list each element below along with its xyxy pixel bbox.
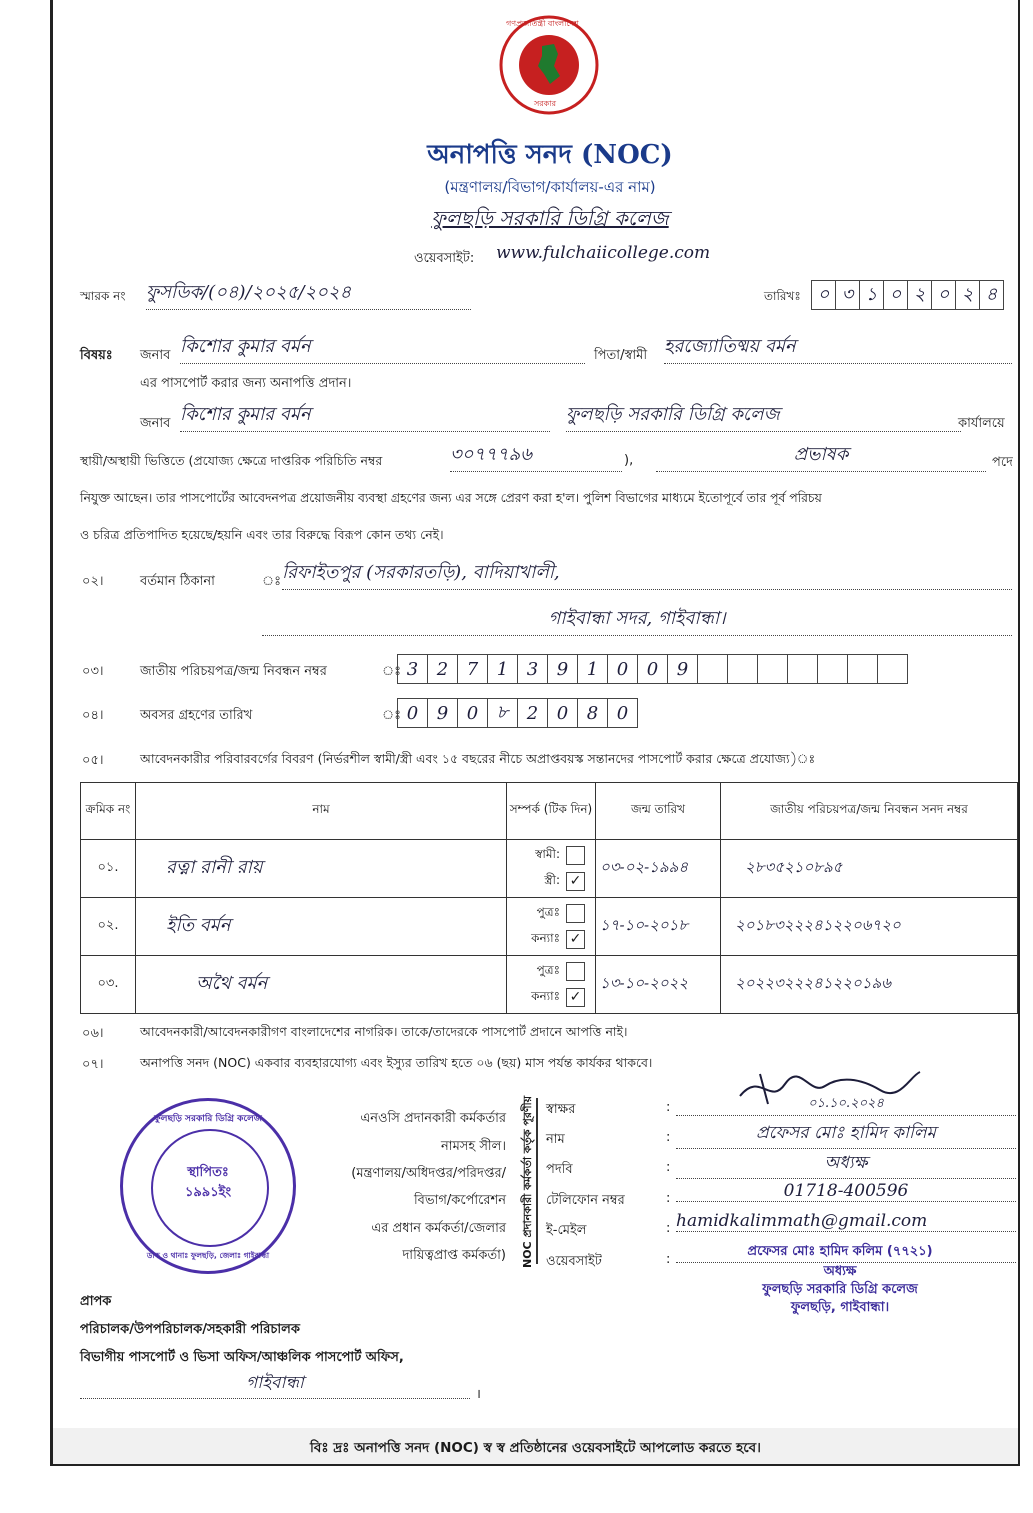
- website-label: ওয়েবসাইট:: [414, 251, 475, 266]
- relation-b-checkbox[interactable]: ✓: [566, 872, 585, 891]
- relation-a-checkbox[interactable]: [566, 846, 585, 865]
- applicant-name: কিশোর কুমার বর্মন: [180, 332, 585, 364]
- col-reg: জাতীয় পরিচয়পত্র/জন্ম নিবন্ধন সনদ নম্বর: [721, 783, 1018, 840]
- row-name: অথৈ বর্মন: [136, 956, 507, 1014]
- recipient-end: ।: [476, 1387, 481, 1402]
- date-digit: ৪: [979, 280, 1004, 310]
- field-name-label: নাম: [546, 1132, 565, 1147]
- row-serial: ০১.: [81, 840, 136, 898]
- retire-box: 2: [517, 698, 548, 728]
- row-reg: ২৮৩৫২১০৮৯৫: [721, 840, 1018, 898]
- seal-ring-text: ফুলছড়ি সরকারি ডিগ্রি কলেজ: [154, 1114, 262, 1124]
- row-reg: ২০১৮৩২২২৪১২২০৬৭২০: [721, 898, 1018, 956]
- date-digit: ০: [931, 280, 956, 310]
- row-relation: [507, 898, 596, 956]
- nid-box: [727, 654, 758, 684]
- government-emblem: [498, 14, 600, 116]
- officer-line-4: বিভাগ/কর্পোরেশন: [413, 1193, 506, 1208]
- date-label: তারিখঃ: [764, 289, 801, 303]
- relation-b-label: কন্যাঃ: [531, 930, 560, 945]
- colon: :: [666, 1130, 671, 1145]
- seal-center-label: স্থাপিতঃ: [187, 1165, 229, 1180]
- body-name: কিশোর কুমার বর্মন: [180, 400, 550, 432]
- recipient-label: প্রাপক: [80, 1294, 112, 1309]
- address-label: বর্তমান ঠিকানা: [140, 574, 215, 589]
- recipient-line1: পরিচালক/উপপরিচালক/সহকারী পরিচালক: [80, 1322, 300, 1337]
- retire-label: অবসর গ্রহণের তারিখ: [140, 708, 253, 723]
- paren-close: ),: [624, 453, 634, 468]
- date-boxes: [812, 280, 1004, 310]
- post-suffix: পদে: [992, 455, 1013, 470]
- address-line2: গাইবান্ধা সদর, গাইবান্ধা।: [262, 604, 1012, 636]
- page-title: অনাপত্তি সনদ (NOC): [427, 140, 673, 170]
- stamp-line-3: ফুলছড়ি সরকারি ডিগ্রি কলেজ: [762, 1282, 918, 1297]
- nid-box: 7: [457, 654, 488, 684]
- official-id: ৩০৭৭৭৯৬: [450, 440, 622, 472]
- family-label: আবেদনকারীর পরিবারবর্গের বিবরণ (নির্ভরশীল স্বামী/স্ত্রী এবং ১৫ বছরের নীচে অপ্রাপ্তবয়স্ক সন্তানদের পাসপোর্ট করার ক্ষেত্রে প্রযোজ্য)ঃ: [140, 751, 816, 766]
- col-serial: ক্রমিক নং: [81, 783, 136, 840]
- date-digit: ১: [859, 280, 884, 310]
- date-digit: ২: [955, 280, 980, 310]
- row-relation: [507, 956, 596, 1014]
- sign-date: ০১.১০.২০২৪: [676, 1094, 1016, 1116]
- nid-box: 0: [607, 654, 638, 684]
- officer-line-6: দায়িত্বপ্রাপ্ত কর্মকর্তা): [402, 1248, 506, 1263]
- table-row: [81, 840, 1018, 898]
- colon: :: [666, 1100, 671, 1115]
- nid-box: [697, 654, 728, 684]
- nid-box: [847, 654, 878, 684]
- relation-b-checkbox[interactable]: ✓: [566, 930, 585, 949]
- row-dob: ১৩-১০-২০২২: [596, 956, 721, 1014]
- nid-box: [787, 654, 818, 684]
- stamp-line-4: ফুলছড়ি, গাইবান্ধা।: [790, 1300, 890, 1315]
- address-line1: রিফাইতপুর (সরকারতড়ি), বাদিয়াখালী,: [282, 558, 1012, 590]
- table-row: [81, 956, 1018, 1014]
- nid-box: [757, 654, 788, 684]
- subject-janab: জনাব: [140, 348, 171, 363]
- colon: :: [666, 1252, 671, 1267]
- relation-b-label: স্ত্রী:: [544, 872, 560, 887]
- date-digit: ০: [883, 280, 908, 310]
- website-value: www.fulchaiicollege.com: [496, 243, 711, 263]
- body-office: ফুলছড়ি সরকারি ডিগ্রি কলেজ: [566, 400, 961, 432]
- retire-box: 9: [427, 698, 458, 728]
- family-table-header: [81, 783, 1018, 840]
- retire-box: 0: [457, 698, 488, 728]
- row-serial: ০২.: [81, 898, 136, 956]
- stamp-line-2: অধ্যক্ষ: [823, 1264, 857, 1279]
- nid-box: 1: [487, 654, 518, 684]
- stamp-line-1: প্রফেসর মোঃ হামিদ কলিম (৭৭২১): [747, 1244, 933, 1259]
- row-name: ইতি বর্মন: [136, 898, 507, 956]
- item-07-text: অনাপত্তি সনদ (NOC) একবার ব্যবহারযোগ্য এবং ইস্যুর তারিখ হতে ০৬ (ছয়) মাস পর্যন্ত কার্যকর থাকবে।: [140, 1055, 653, 1070]
- body-janab: জনাব: [140, 416, 171, 431]
- row-name: রত্না রানী রায়: [136, 840, 507, 898]
- date-digit: ২: [907, 280, 932, 310]
- colon: :: [666, 1221, 671, 1236]
- memo-value: ফুসডিক/(০৪)/২০২৫/২০২৪: [146, 278, 471, 310]
- subject-line2: এর পাসপোর্ট করার জন্য অনাপত্তি প্রদান।: [140, 376, 352, 391]
- nid-box: 0: [637, 654, 668, 684]
- nid-box: 9: [547, 654, 578, 684]
- officer-email: hamidkalimmath@gmail.com: [676, 1211, 1016, 1232]
- officer-bracket: [536, 1098, 538, 1264]
- father-label: পিতা/স্বামী: [594, 348, 648, 363]
- date-digit: ৩: [835, 280, 860, 310]
- item-05-number: ০৫।: [82, 753, 104, 768]
- nid-box: [877, 654, 908, 684]
- date-digit: ০: [811, 280, 836, 310]
- col-name: নাম: [136, 783, 507, 840]
- emblem-bottom-text: সরকার: [534, 99, 557, 108]
- col-dob: জন্ম তারিখ: [596, 783, 721, 840]
- seal-center-year: ১৯৯১ইং: [184, 1185, 232, 1200]
- relation-b-checkbox[interactable]: ✓: [566, 988, 585, 1007]
- subject-label: বিষয়ঃ: [80, 348, 113, 363]
- field-phone-label: টেলিফোন নম্বর: [546, 1193, 625, 1208]
- officer-line-2: নামসহ সীল।: [441, 1139, 506, 1154]
- officer-designation: অধ্যক্ষ: [676, 1150, 1016, 1179]
- post-name: প্রভাষক: [656, 440, 986, 472]
- item-04-number: ০৪।: [82, 708, 104, 723]
- nid-box: 3: [517, 654, 548, 684]
- college-seal: [120, 1098, 296, 1274]
- recipient-line2: বিভাগীয় পাসপোর্ট ও ভিসা অফিস/আঞ্চলিক পাসপোর্ট অফিস,: [80, 1350, 404, 1365]
- officer-phone: 01718-400596: [676, 1181, 1016, 1202]
- officer-line-5: এর প্রধান কর্মকর্তা/জেলার: [371, 1221, 506, 1236]
- body-line3: নিযুক্ত আছেন। তার পাসপোর্টের আবেদনপত্র প্রয়োজনীয় ব্যবস্থা গ্রহণের জন্য এর সঙ্গে প্রেরণ করা হ'ল। পুলিশ বিভাগের মাধ্যমে ইতোপূর্বে তার পূর্ব পরিচয়: [80, 491, 822, 505]
- field-email-label: ই-মেইল: [546, 1223, 587, 1238]
- retire-box: 0: [547, 698, 578, 728]
- item-06-number: ০৬।: [82, 1026, 104, 1041]
- seal-bottom-text: ডাক ও থানাঃ ফুলছড়ি, জেলাঃ গাইবান্ধা: [146, 1251, 270, 1260]
- nid-box: 2: [427, 654, 458, 684]
- nid-label: জাতীয় পরিচয়পত্র/জন্ম নিবন্ধন নম্বর: [140, 664, 327, 679]
- retire-boxes: [398, 698, 638, 728]
- field-website-label: ওয়েবসাইট: [546, 1254, 602, 1269]
- relation-b-label: কন্যাঃ: [531, 988, 560, 1003]
- row-reg: ২০২২৩২২২৪১২২০১৯৬: [721, 956, 1018, 1014]
- father-name: হরজ্যোতিষ্ময় বর্মন: [664, 332, 1012, 364]
- nid-box: 1: [577, 654, 608, 684]
- emblem-top-text: গণপ্রজাতন্ত্রী বাংলাদেশ: [506, 19, 579, 28]
- relation-a-label: স্বামী:: [535, 846, 560, 861]
- recipient-place: গাইবান্ধা: [80, 1370, 470, 1399]
- row-dob: ০৩-০২-১৯৯৪: [596, 840, 721, 898]
- memo-label: স্মারক নং: [80, 289, 126, 303]
- item-02-number: ০২।: [82, 574, 104, 589]
- nid-box: 9: [667, 654, 698, 684]
- footer-note: বিঃ দ্রঃ অনাপত্তি সনদ (NOC) স্ব স্ব প্রতিষ্ঠানের ওয়েবসাইটে আপলোড করতে হবে।: [310, 1440, 761, 1456]
- officer-line-1: এনওসি প্রদানকারী কর্মকর্তার: [360, 1111, 506, 1126]
- item-03-number: ০৩।: [82, 664, 104, 679]
- col-relation: সম্পর্ক (টিক দিন): [507, 783, 596, 840]
- retire-colon: ঃ: [382, 708, 402, 723]
- retire-box: 8: [577, 698, 608, 728]
- office-suffix: কার্যালয়ে: [958, 416, 1005, 431]
- page-subtitle: (মন্ত্রণালয়/বিভাগ/কার্যালয়-এর নাম): [444, 178, 656, 196]
- field-designation-label: পদবি: [546, 1162, 573, 1177]
- relation-a-checkbox[interactable]: [566, 962, 585, 981]
- colon: :: [666, 1160, 671, 1175]
- nid-boxes: [398, 654, 908, 684]
- relation-a-label: পুত্রঃ: [536, 962, 560, 977]
- officer-name: প্রফেসর মোঃ হামিদ কালিম: [676, 1120, 1016, 1149]
- retire-box: 0: [397, 698, 428, 728]
- family-table: [80, 782, 1018, 1014]
- relation-a-label: পুত্রঃ: [536, 904, 560, 919]
- colon: :: [666, 1191, 671, 1206]
- officer-vertical-label: NOC প্রদানকারী কর্মকর্তা কর্তৃক পূরণীয়: [521, 1095, 534, 1268]
- field-signature-label: স্বাক্ষর: [546, 1102, 576, 1117]
- nid-box: [817, 654, 848, 684]
- item-06-text: আবেদনকারী/আবেদনকারীগণ বাংলাদেশের নাগরিক। তাকে/তাদেরকে পাসপোর্ট প্রদানে আপত্তি নাই।: [140, 1024, 628, 1039]
- nid-box: 3: [397, 654, 428, 684]
- body-line4: ও চরিত্র প্রতিপাদিত হয়েছে/হয়নি এবং তার বিরুদ্ধে বিরূপ কোন তথ্য নেই।: [80, 527, 444, 542]
- relation-a-checkbox[interactable]: [566, 904, 585, 923]
- address-colon: ঃ: [262, 574, 282, 589]
- item-07-number: ০৭।: [82, 1057, 104, 1072]
- row-relation: [507, 840, 596, 898]
- office-name: ফুলছড়ি সরকারি ডিগ্রি কলেজ: [431, 206, 669, 230]
- table-row: [81, 898, 1018, 956]
- row-dob: ১৭-১০-২০১৮: [596, 898, 721, 956]
- nid-colon: ঃ: [382, 664, 402, 679]
- permanency-text: স্থায়ী/অস্থায়ী ভিত্তিতে (প্রযোজ্য ক্ষেত্রে দাপ্তরিক পরিচিতি নম্বর: [80, 453, 383, 468]
- retire-box: ৮: [487, 698, 518, 728]
- retire-box: 0: [607, 698, 638, 728]
- officer-line-3: (মন্ত্রণালয়/অধিদপ্তর/পরিদপ্তর/: [351, 1166, 506, 1181]
- row-serial: ০৩.: [81, 956, 136, 1014]
